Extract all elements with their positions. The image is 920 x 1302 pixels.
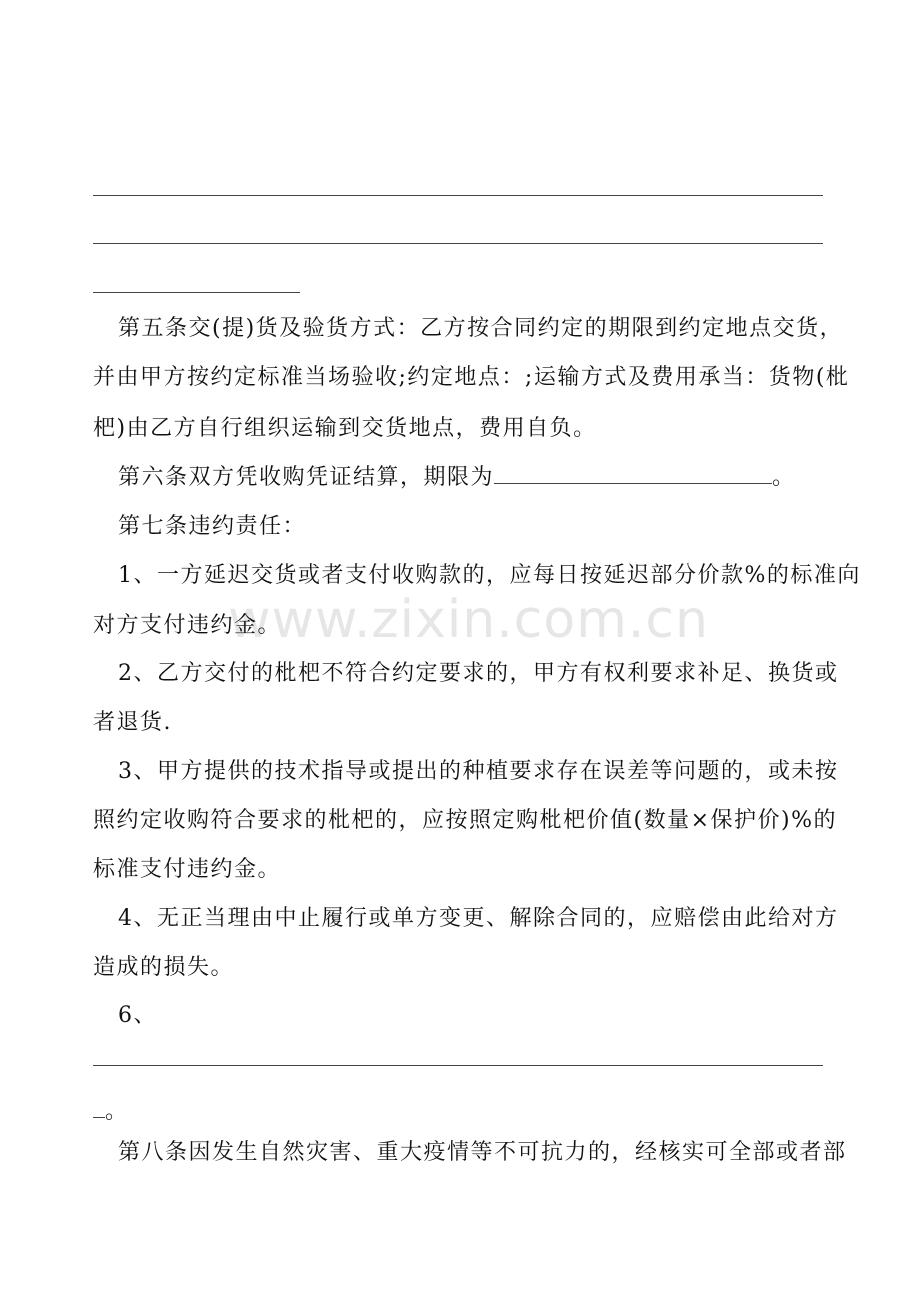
- article6-prefix: 第六条双方凭收购凭证结算，期限为: [118, 465, 495, 490]
- article7-item3-line2: 照约定收购符合要求的枇杷的，应按照定购枇杷价值(数量×保护价)%的: [93, 808, 838, 833]
- blank-fill-line: [93, 195, 823, 196]
- article8-line1: 第八条因发生自然灾害、重大疫情等不可抗力的，经核实可全部或者部: [118, 1140, 847, 1165]
- watermark: www.zixin.com.cn: [228, 590, 709, 650]
- article7-item6-label: 6、: [118, 1003, 157, 1028]
- article6-suffix: 。: [772, 465, 796, 490]
- blank-fill-line: [93, 243, 823, 244]
- article6-line: [118, 463, 796, 493]
- article7-item1-line2: 对方支付违约金。: [93, 613, 282, 638]
- article7-item2-line2: 者退货.: [93, 710, 172, 735]
- blank-fill-line: [93, 1065, 823, 1066]
- article7-item3-line1: 3、甲方提供的技术指导或提出的种植要求存在误差等问题的，或未按: [118, 759, 839, 784]
- article7-item1-line1: 1、一方延迟交货或者支付收购款的，应每日按延迟部分价款%的标准向: [118, 563, 861, 588]
- article7-item2-line1: 2、乙方交付的枇杷不符合约定要求的，甲方有权利要求补足、换货或: [118, 661, 839, 686]
- article5-line3: 杷)由乙方自行组织运输到交货地点，费用自负。: [93, 416, 597, 441]
- article7-item3-line3: 标准支付违约金。: [93, 857, 282, 882]
- article5-line2: 并由甲方按约定标准当场验收;约定地点：;运输方式及费用承当：货物(枇: [93, 365, 850, 390]
- article7-title: 第七条违约责任：: [118, 514, 307, 539]
- settlement-period-blank: [494, 463, 772, 484]
- article7-item4-line2: 造成的损失。: [93, 955, 235, 980]
- blank-fill-line: [93, 292, 300, 293]
- blank-fill-tail: [93, 1099, 105, 1118]
- article7-item6-end-line: [93, 1097, 129, 1127]
- article7-item6-end: 。: [105, 1099, 129, 1124]
- article5-line1: 第五条交(提)货及验货方式：乙方按合同约定的期限到约定地点交货，: [118, 316, 844, 341]
- article7-item4-line1: 4、无正当理由中止履行或单方变更、解除合同的，应赔偿由此给对方: [118, 906, 839, 931]
